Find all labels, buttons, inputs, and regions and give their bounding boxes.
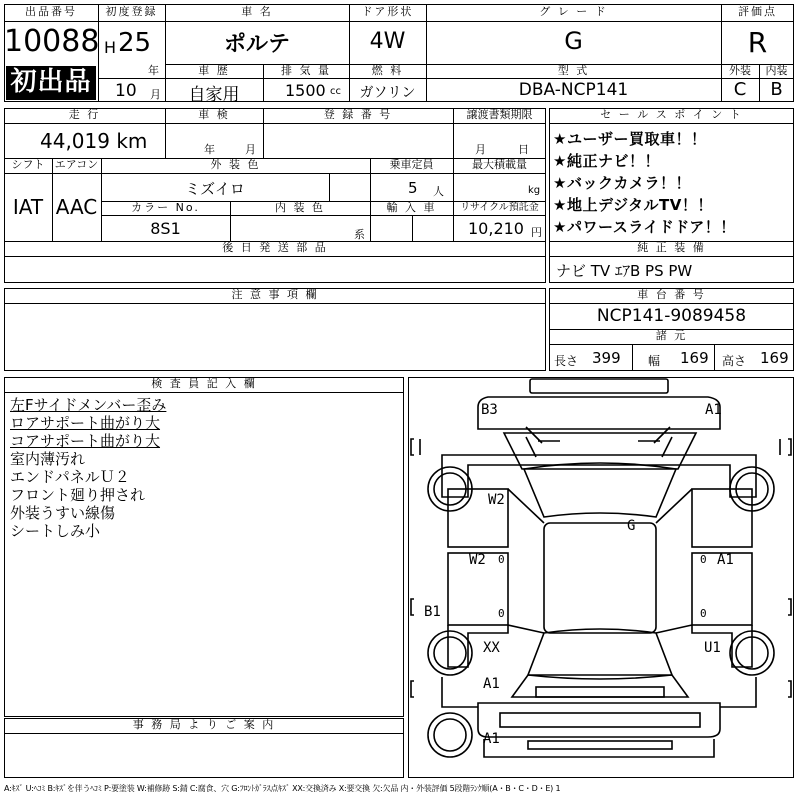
interior-label: 内装 [765,64,788,77]
fuel-label: 燃 料 [371,64,404,77]
car-diagram [408,377,794,778]
first-listing-banner: 初出品 [6,66,96,100]
damage-mark: G [627,518,636,534]
shift-label: シフト [11,158,45,171]
ac-label: エアコン [54,158,99,171]
capacity-label: 乗車定員 [389,158,434,171]
length-label: 長さ [554,354,579,368]
import-label: 輸 入 車 [386,201,437,214]
inspector-line: エンドパネルＵ２ [10,468,130,486]
reg-year: 25 [118,28,152,58]
damage-mark: XX [483,640,500,656]
inspector-line: 左Fサイドメンバー歪み [10,396,167,414]
reg-no-label: 登 録 番 号 [323,108,393,121]
exterior-label: 外装 [729,64,751,77]
reg-month: 10 [115,81,137,101]
lot-no-label: 出品番号 [25,5,77,18]
damage-mark: A1 [717,552,734,568]
sales-point: ★バックカメラ！！ [553,174,691,192]
sales-point: ★地上デジタルTV！！ [553,196,713,214]
cc-unit: cc [330,86,341,97]
model-label: 型 式 [557,64,590,77]
panel-zero: 0 [498,553,505,566]
damage-mark: A1 [483,676,500,692]
recycle-label: リサイクル預託金 [460,202,539,213]
max-load-label: 最大積載量 [472,158,527,171]
capacity-unit: 人 [433,185,444,198]
ac-type: AAC [55,195,98,219]
spec-label: 諸 元 [655,329,688,342]
color-no: 8S1 [150,219,181,238]
first-reg-label: 初度登録 [105,5,158,18]
lot-number: 10088 [4,24,100,59]
damage-mark: W2 [488,492,505,508]
damage-mark: B3 [481,402,498,418]
transfer-label: 譲渡書類期限 [466,108,533,121]
insp-year-unit: 年 [204,143,215,156]
height: 169 [760,349,789,367]
score: R [747,26,768,59]
shift: IAT [12,195,44,219]
year-unit: 年 [148,64,159,77]
color-no-label: カラー No. [131,201,200,214]
month-unit: 月 [150,88,161,101]
score-label: 評価点 [738,5,777,18]
panel-zero: 0 [498,607,505,620]
exterior-grade: C [733,79,747,100]
door-type: 4W [369,29,406,54]
later-parts-label: 後 日 発 送 部 品 [222,241,328,254]
sales-point: ★パワースライドドア！！ [553,218,736,236]
transfer-month-unit: 月 [475,143,486,156]
inspection-label: 車 検 [198,108,230,121]
equipment-label: 純 正 装 備 [637,241,706,254]
chassis-label: 車 台 番 号 [637,288,706,301]
inspector-line: フロント廻り押され [10,486,146,504]
damage-mark: U1 [704,640,721,656]
door-label: ドア形状 [361,5,414,18]
damage-mark: W2 [469,552,486,568]
transfer-day-unit: 日 [518,143,529,156]
interior-grade: B [770,79,783,100]
width-label: 幅 [648,354,661,368]
grade-label: グ レ ー ド [539,5,608,18]
equipment-value: ナビ TV ｴｱB PS PW [556,262,693,280]
recycle-fee: 10,210 [468,219,524,238]
era: H [104,38,117,57]
damage-mark: A1 [483,731,500,747]
sales-point: ★ユーザー買取車！！ [553,130,707,148]
legend: A:ｷｽﾞ U:ﾍｺﾐ B:ｷｽﾞを伴うﾍｺﾐ P:要塗装 W:補修跡 S:錆 C:腐食、穴 G:ﾌﾛﾝﾄｶﾞﾗｽ点ｷｽﾞ XX:交換済み X:要交換 欠:欠品 内・外装評価 5段階ﾗﾝｸ順(A・B・C・D・E) 1 [4,784,561,793]
int-color-unit: 系 [354,228,365,241]
mileage-label: 走 行 [68,108,101,121]
model-code: DBA-NCP141 [518,80,629,100]
inspector-label: 検 査 員 記 入 欄 [151,377,257,390]
int-color-label: 内 装 色 [275,201,325,214]
sales-point: ★純正ナビ！！ [553,152,660,170]
history-label: 車 歴 [198,64,230,77]
ext-color-label: 外 装 色 [210,158,261,171]
ext-color: ミズイロ [185,180,245,198]
displacement: 1500 [285,81,326,100]
capacity: 5 [408,179,418,197]
car-name: ポルテ [223,32,290,57]
width: 169 [680,349,709,367]
inspector-line: ロアサポート曲がり大 [10,414,161,432]
chassis-number: NCP141-9089458 [596,306,747,326]
car-name-label: 車 名 [241,5,273,18]
displacement-label: 排 気 量 [281,64,331,77]
mileage: 44,019 km [40,129,148,153]
inspector-line: 外装うすい線傷 [10,504,116,522]
panel-zero: 0 [700,553,707,566]
sales-points-label: セ ー ル ス ポ イ ン ト [600,108,743,121]
inspector-line: コアサポート曲がり大 [10,432,161,450]
damage-mark: A1 [705,402,722,418]
yen-unit: 円 [531,226,542,239]
inspector-line: シートしみ小 [10,522,101,540]
kg-unit: kg [528,185,541,196]
grade: G [564,27,583,55]
height-label: 高さ [722,354,747,368]
sales-points-list [553,128,793,238]
length: 399 [592,349,621,367]
panel-zero: 0 [700,607,707,620]
notes-label: 注 意 事 項 欄 [231,288,319,301]
insp-month-unit: 月 [245,143,256,156]
inspector-line: 室内薄汚れ [10,450,86,468]
fuel: ガソリン [359,85,416,101]
history: 自家用 [188,85,240,105]
office-label: 事 務 局 よ り ご 案 内 [132,718,276,731]
damage-mark: B1 [424,604,441,620]
